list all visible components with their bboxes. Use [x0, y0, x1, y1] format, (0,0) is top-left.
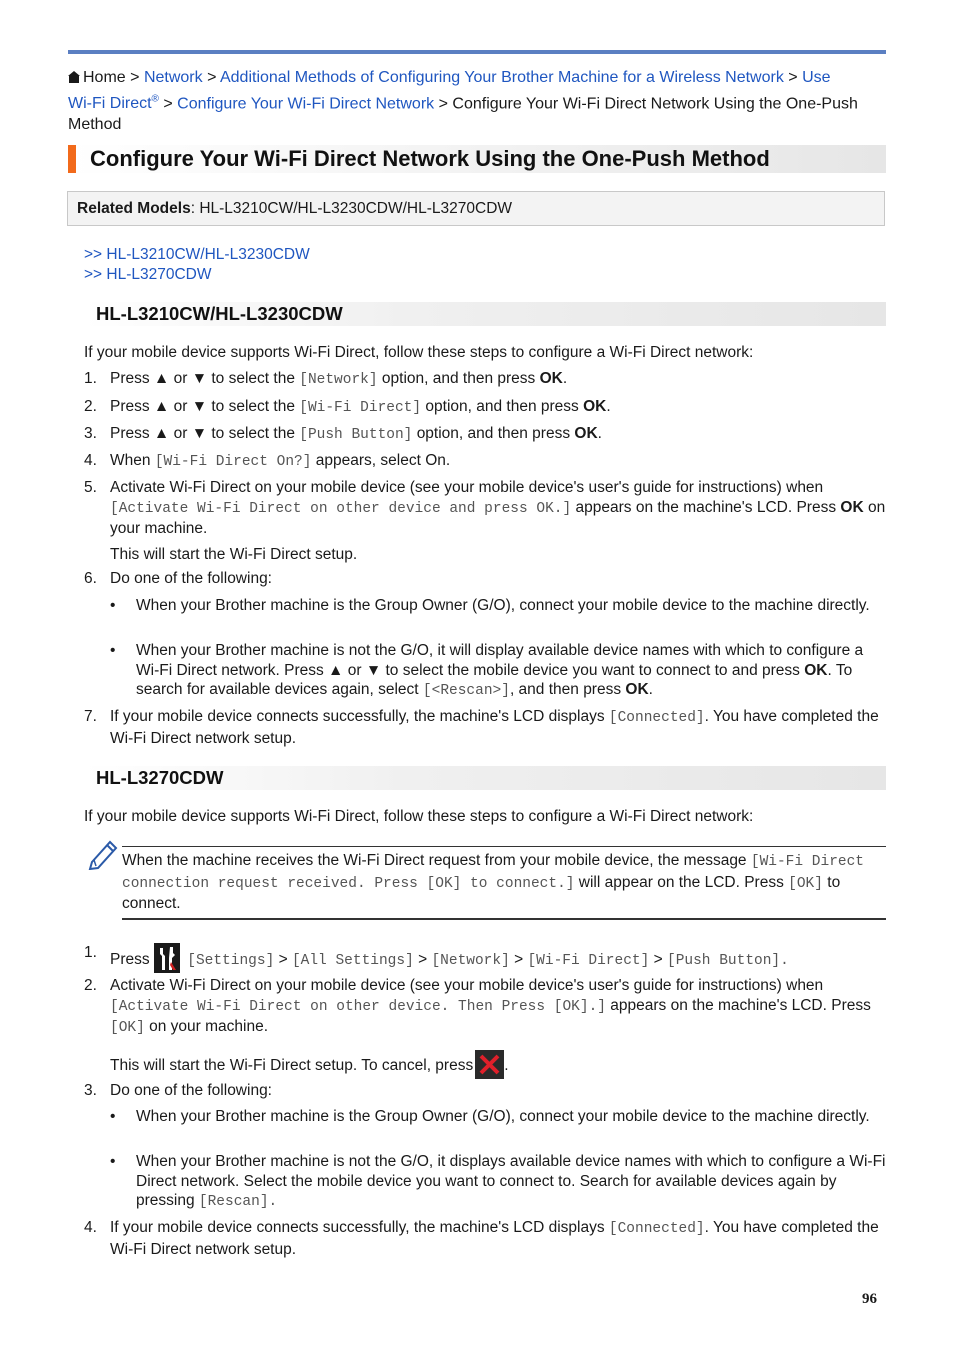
note-top-rule	[122, 846, 886, 847]
title-accent-bar	[68, 145, 76, 173]
step-2: 2. Activate Wi-Fi Direct on your mobile device (see your mobile device's user's guide for instructions) when [Activate Wi-Fi Direct on other device. Then Press [OK].] appears on the machine's LCD. Press [OK] on your machine. This will start the Wi-Fi Direct setup. To cancel, press .	[84, 976, 886, 1079]
jump-link-l3270[interactable]: >> HL-L3270CDW	[84, 266, 212, 283]
step-5: 5. Activate Wi-Fi Direct on your mobile device (see your mobile device's user's guide for instructions) when [Activate Wi-Fi Direct on other device and press OK.] appears on the machine's LCD. Press OK on your machine. This will start the Wi-Fi Direct setup.	[84, 479, 886, 563]
page-number: 96	[862, 1291, 877, 1307]
step-7: 7. If your mobile device connects successfully, the machine's LCD displays [Connected]. You have completed the Wi-Fi Direct network setup.	[84, 708, 879, 747]
top-rule	[68, 50, 886, 54]
breadcrumb-current: Configure Your Wi-Fi Direct Network Using the One-Push Method	[68, 94, 858, 134]
breadcrumb-home[interactable]: Home	[83, 69, 126, 86]
step-3: 3. Press ▲ or ▼ to select the [Push Button] option, and then press OK.	[84, 425, 602, 443]
breadcrumb: Home > Network > Additional Methods of Configuring Your Brother Machine for a Wireless Network > Use Wi-Fi Direct® > Configure Your Wi-Fi Direct Network > Configure Your Wi-Fi Direct Network Using the One-Push Method	[68, 69, 858, 134]
section-heading-l3270: HL-L3270CDW	[96, 767, 224, 788]
step-1: 1. Press ▲ or ▼ to select the [Network] option, and then press OK.	[84, 370, 568, 388]
list-item: • When your Brother machine is not the G/O, it displays available device names with which to configure a Wi-Fi Direct network. Select the mobile device you want to connect to. Search for available devices again by pressing [Rescan].	[110, 1153, 886, 1210]
section-heading-band	[84, 302, 886, 326]
step-6: 6. Do one of the following:	[84, 570, 272, 587]
breadcrumb-network-link[interactable]: Network	[143, 69, 203, 86]
settings-tools-icon[interactable]	[154, 943, 180, 973]
related-models-label: Related Models	[77, 200, 191, 217]
step-1: 1. Press [Settings] > [All Settings] > [Network] > [Wi-Fi Direct] > [Push Button].	[84, 943, 886, 973]
list-item: • When your Brother machine is the Group Owner (G/O), connect your mobile device to the machine directly.	[110, 1108, 870, 1125]
section-heading-l3210: HL-L3210CW/HL-L3230CDW	[96, 303, 343, 324]
note-box	[84, 838, 886, 920]
pencil-note-icon	[86, 838, 120, 870]
section1-intro: If your mobile device supports Wi-Fi Direct, follow these steps to configure a Wi-Fi Direct network:	[84, 344, 754, 361]
related-models-value: : HL-L3210CW/HL-L3230CDW/HL-L3270CDW	[190, 200, 513, 217]
page-title-band	[68, 145, 886, 173]
page-title: Configure Your Wi-Fi Direct Network Using the One-Push Method	[90, 146, 770, 171]
step-4: 4. If your mobile device connects successfully, the machine's LCD displays [Connected]. You have completed the Wi-Fi Direct network setup.	[84, 1219, 879, 1258]
list-item: • When your Brother machine is not the G/O, it will display available device names with which to configure a Wi-Fi Direct network. Press ▲ or ▼ to select the mobile device you want to connect to and press OK. To search for available devices again, select [<Rescan>], and then press OK.	[110, 642, 864, 699]
breadcrumb-additional-link[interactable]: Additional Methods of Configuring Your Brother Machine for a Wireless Network	[219, 69, 784, 86]
breadcrumb-configure-link[interactable]: Configure Your Wi-Fi Direct Network	[177, 94, 435, 112]
breadcrumb-use-wifi-link[interactable]: Use Wi-Fi Direct®	[68, 69, 831, 112]
note-bottom-rule	[122, 918, 886, 920]
related-models-box	[67, 191, 885, 226]
note-text: When the machine receives the Wi-Fi Direct request from your mobile device, the message [Wi-Fi Direct connection request received. Press [OK] to connect.] will appear on the LCD. Press [OK] to connect.	[122, 852, 864, 912]
step-2: 2. Press ▲ or ▼ to select the [Wi-Fi Direct] option, and then press OK.	[84, 398, 611, 416]
home-icon	[68, 71, 80, 83]
cancel-x-icon[interactable]	[475, 1050, 504, 1079]
step-3: 3. Do one of the following:	[84, 1082, 272, 1099]
list-item: • When your Brother machine is the Group Owner (G/O), connect your mobile device to the machine directly.	[110, 597, 870, 614]
jump-links	[84, 245, 310, 285]
jump-link-l3210[interactable]: >> HL-L3210CW/HL-L3230CDW	[84, 246, 310, 263]
step-4: 4. When [Wi-Fi Direct On?] appears, select On.	[84, 452, 451, 470]
section2-intro: If your mobile device supports Wi-Fi Direct, follow these steps to configure a Wi-Fi Direct network:	[84, 808, 754, 825]
section-heading-band	[84, 766, 886, 790]
